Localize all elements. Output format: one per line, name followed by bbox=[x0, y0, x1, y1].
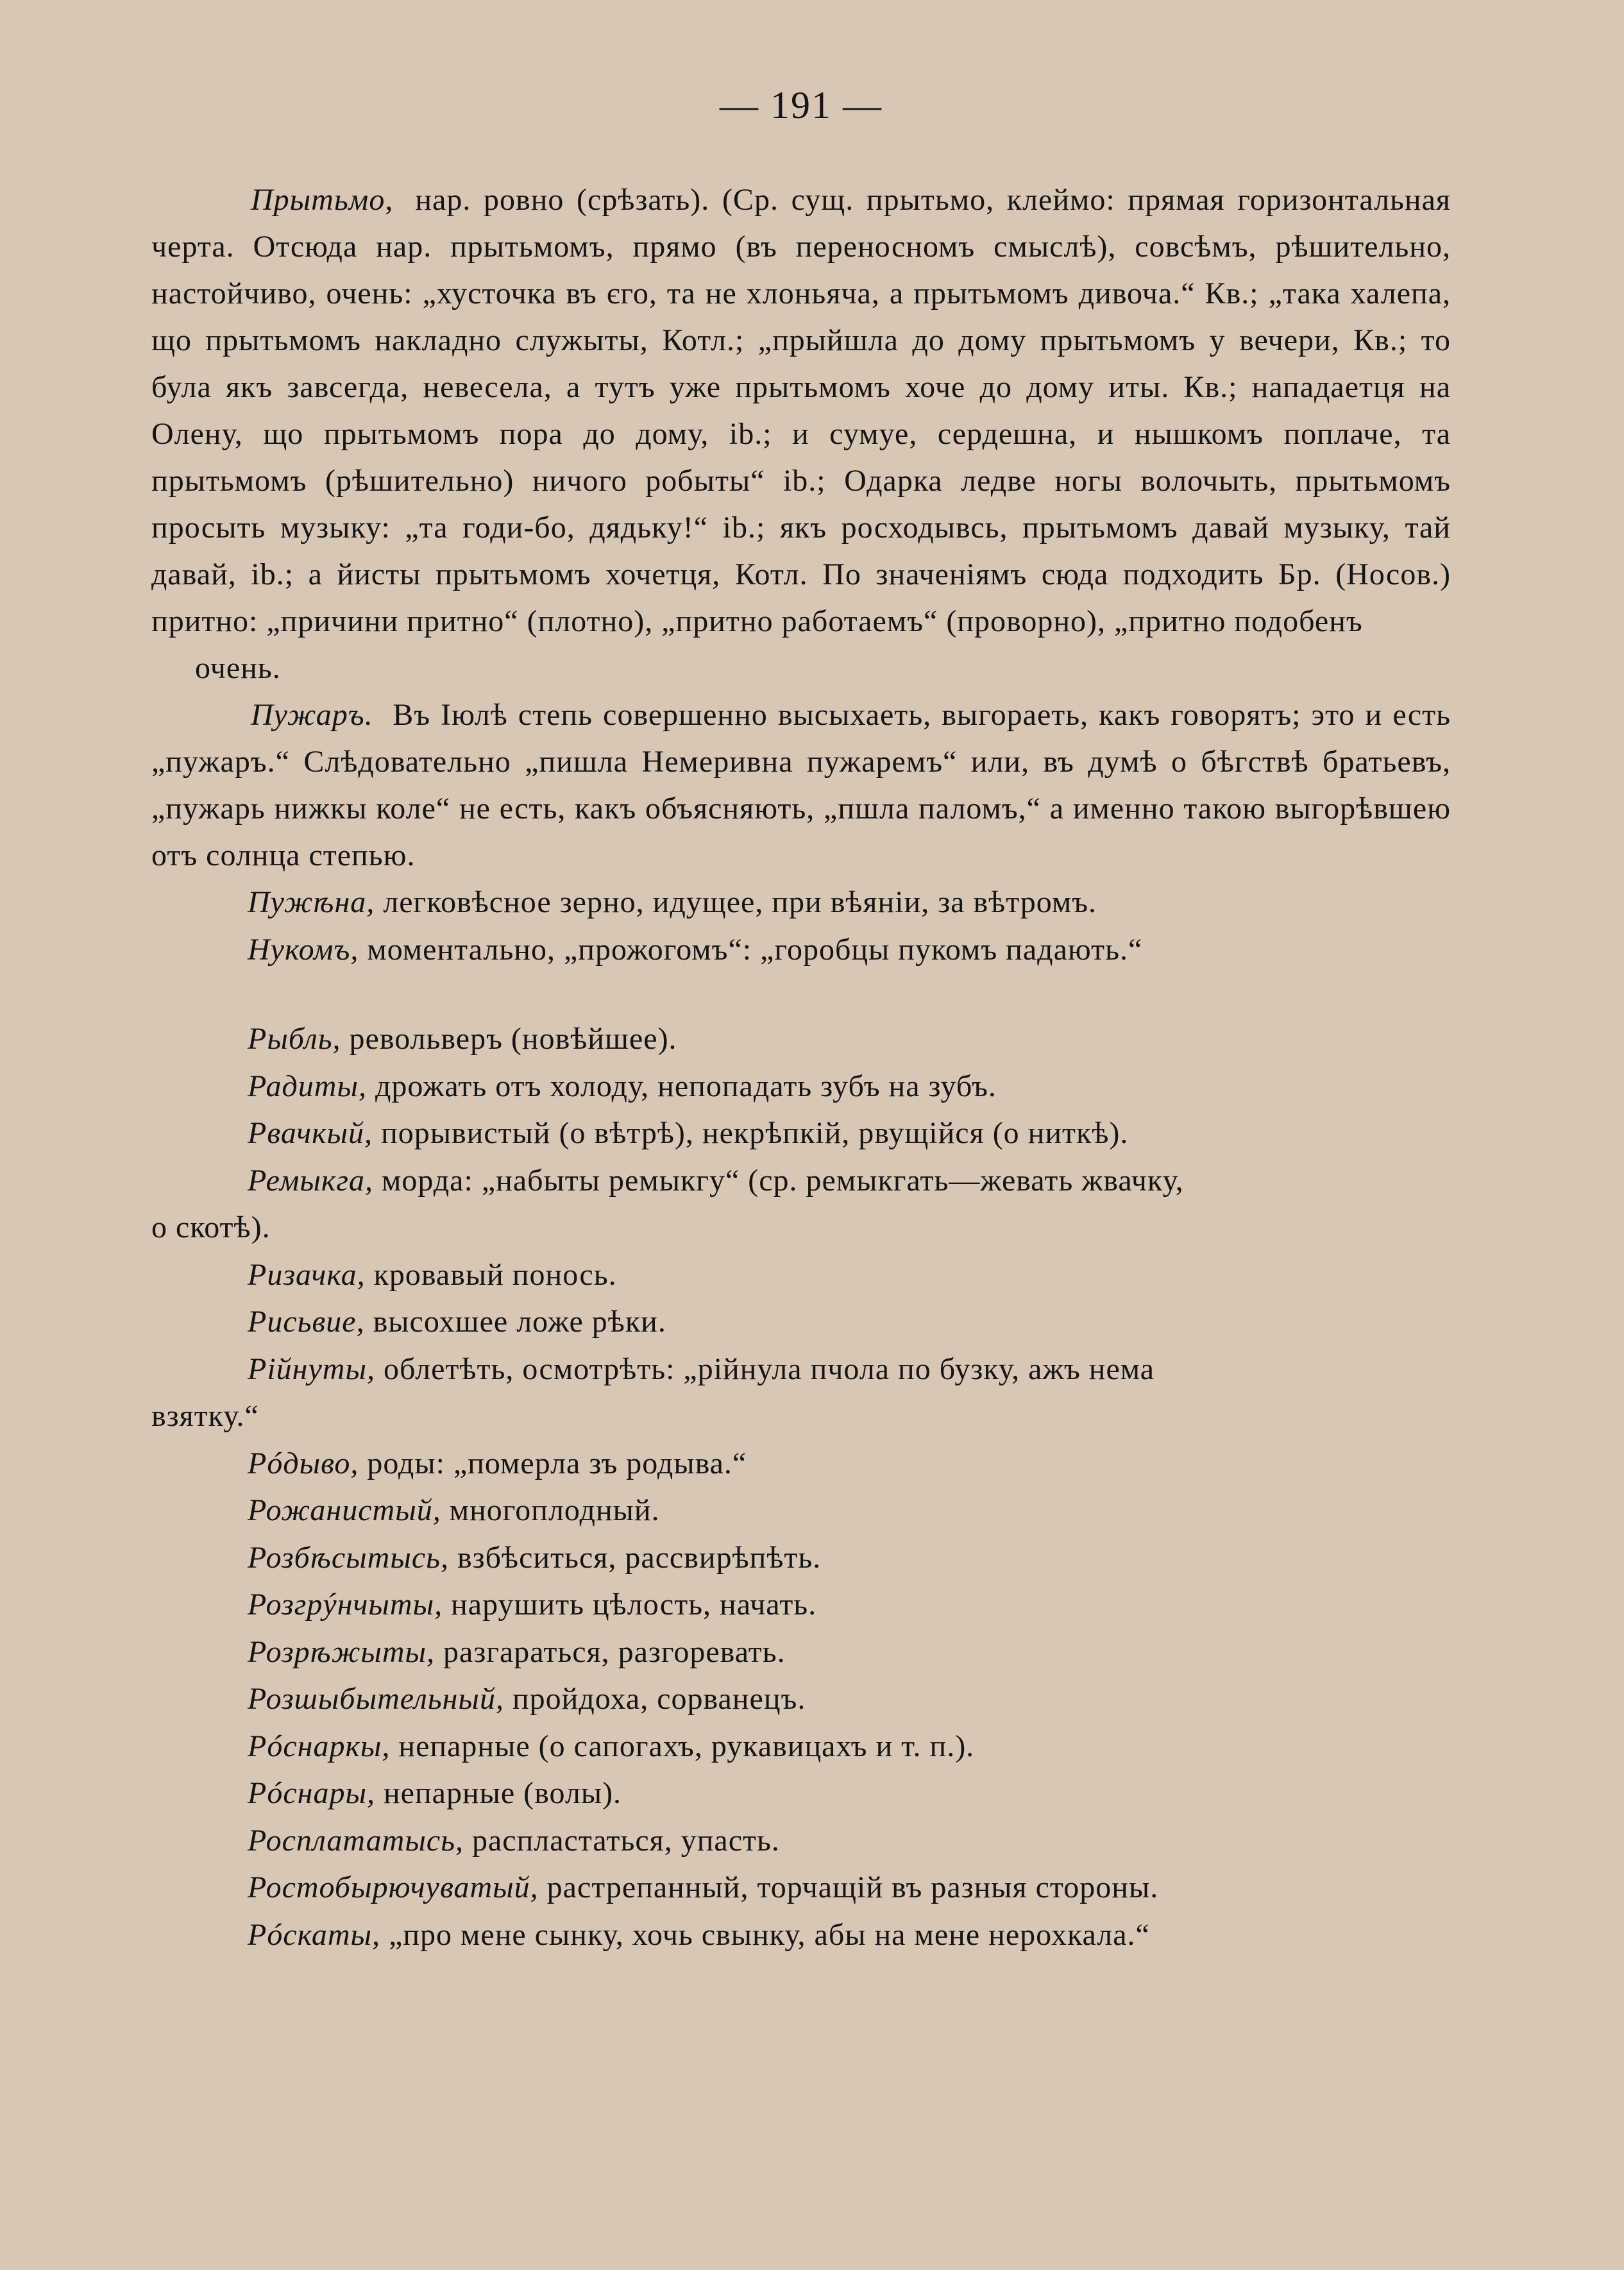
entry bbox=[151, 1110, 1451, 1157]
definition: „про мене сынку, хочь свынку, абы на мене нерохкала.“ bbox=[389, 1917, 1150, 1952]
entry bbox=[151, 1251, 1451, 1299]
definition: нар. ровно (срѣзать). (Ср. сущ. прытьмо, клеймо: прямая горизонтальная черта. Отсюда нар. прытьмомъ, прямо (въ переносномъ смыслѣ), совсѣмъ, рѣшительно, настойчиво, очень: „хусточка въ єго, та не хлоньяча, а прытьмомъ дивоча.“ Кв.; „така халепа, що прытьмомъ накладно служыты, Котл.; „прыйшла до дому прытьмомъ у вечери, Кв.; то була якъ завсегда, невесела, а тутъ уже прытьмомъ хоче до дому иты. Кв.; нападаетця на Олену, що прытьмомъ пора до дому, ib.; и сумуе, сердешна, и нышкомъ поплаче, та прытьмомъ (рѣшительно) ничого робыты“ ib.; Одарка ледве ногы волочыть, прытьмомъ просыть музыку: „та годи-бо, дядьку!“ ib.; якъ росходывсь, прытьмомъ давай музыку, тай давай, ib.; а йисты прытьмомъ хочетця, Котл. По значеніямъ сюда подходить Бр. (Носов.) притно: „причини притно“ (плотно), „притно работаемъ“ (проворно), „притно подобенъ bbox=[151, 183, 1451, 638]
definition: роды: „померла зъ родыва.“ bbox=[367, 1446, 747, 1480]
headword: Рійнуты, bbox=[248, 1351, 375, 1386]
definition: растрепанный, торчащій въ разныя стороны. bbox=[546, 1870, 1159, 1904]
entry bbox=[151, 1770, 1451, 1817]
entry bbox=[151, 1911, 1451, 1959]
headword: Рóскаты, bbox=[248, 1917, 381, 1952]
entry bbox=[151, 1063, 1451, 1110]
entry bbox=[151, 1675, 1451, 1723]
entry bbox=[151, 1487, 1451, 1534]
headword: Росплататысь, bbox=[248, 1823, 464, 1858]
definition-tail: очень. bbox=[195, 651, 281, 685]
entry-pukom bbox=[151, 926, 1451, 974]
definition: револьверъ (новѣйшее). bbox=[349, 1022, 677, 1056]
headword: Радиты, bbox=[248, 1069, 367, 1103]
headword: Ризачка, bbox=[248, 1257, 366, 1292]
entry-prytmo bbox=[151, 176, 1451, 691]
entry bbox=[151, 1298, 1451, 1346]
headword: Розшыбытельный, bbox=[248, 1682, 504, 1716]
entry bbox=[151, 1723, 1451, 1770]
definition: распластаться, упасть. bbox=[471, 1823, 780, 1858]
entry-puzhena bbox=[151, 879, 1451, 926]
headword: Рóснаркы, bbox=[248, 1729, 391, 1763]
headword: Розрѣжыты, bbox=[248, 1634, 436, 1669]
document-page bbox=[151, 83, 1451, 1958]
headword: Прытьмо, bbox=[251, 183, 394, 217]
headword: Розбѣсытысь, bbox=[248, 1540, 449, 1575]
headword: Ремыкга, bbox=[248, 1163, 374, 1198]
entry-puzhar bbox=[151, 691, 1451, 879]
definition: дрожать отъ холоду, непопадать зубъ на зубъ. bbox=[375, 1069, 997, 1103]
entry bbox=[151, 1864, 1451, 1911]
headword: Розгрýнчыты, bbox=[248, 1588, 443, 1622]
definition: порывистый (о вѣтрѣ), некрѣпкій, рвущійся (о ниткѣ). bbox=[381, 1116, 1129, 1150]
headword: Рóдыво, bbox=[248, 1446, 359, 1480]
definition: Въ Іюлѣ степь совершенно высыхаеть, выгораеть, какъ говорятъ; это и есть „пужаръ.“ Слѣдовательно „пишла Немеривна пужаремъ“ или, въ думѣ о бѣгствѣ братьевъ, „пужарь нижкы коле“ не есть, какъ объясняють, „пшла паломъ,“ а именно такою выгорѣвшею отъ солнца степью. bbox=[151, 698, 1451, 872]
entry bbox=[151, 1015, 1451, 1063]
headword: Пужѣна, bbox=[248, 885, 375, 919]
definition: непарные (о сапогахъ, рукавицахъ и т. п.). bbox=[398, 1729, 975, 1763]
definition: моментально, „прожогомъ“: „горобцы пукомъ падають.“ bbox=[367, 932, 1143, 967]
headword: Рожанистый, bbox=[248, 1493, 441, 1527]
definition: морда: „набыты ремыкгу“ (ср. ремыкгать—жевать жвачку, bbox=[382, 1163, 1184, 1198]
headword: Нукомъ, bbox=[248, 932, 359, 967]
entry bbox=[151, 1581, 1451, 1629]
entry bbox=[151, 1534, 1451, 1582]
definition-tail: взятку.“ bbox=[151, 1399, 259, 1433]
definition: легковѣсное зерно, идущее, при вѣяніи, за вѣтромъ. bbox=[383, 885, 1097, 919]
headword: Рóснары, bbox=[248, 1776, 375, 1810]
headword: Рвачкый, bbox=[248, 1116, 373, 1150]
page-number: — 191 — bbox=[720, 84, 883, 126]
entry bbox=[151, 1629, 1451, 1676]
definition: взбѣситься, рассвирѣпѣть. bbox=[457, 1540, 822, 1575]
headword: Ростобырючуватый, bbox=[248, 1870, 539, 1904]
entry bbox=[151, 1346, 1451, 1440]
definition: кровавый понось. bbox=[373, 1257, 617, 1292]
definition-tail: о скотѣ). bbox=[151, 1210, 271, 1244]
definition: непарные (волы). bbox=[383, 1776, 622, 1810]
section-gap bbox=[151, 973, 1451, 1015]
definition: облетѣть, осмотрѣть: „рійнула пчола по бузку, ажъ нема bbox=[383, 1351, 1155, 1386]
headword: Рисьвие, bbox=[248, 1305, 365, 1339]
definition: высохшее ложе рѣки. bbox=[373, 1305, 666, 1339]
headword: Рыбль, bbox=[248, 1022, 341, 1056]
entry bbox=[151, 1817, 1451, 1865]
definition: нарушить цѣлость, начать. bbox=[451, 1588, 817, 1622]
headword: Пужаръ. bbox=[251, 698, 373, 732]
entry bbox=[151, 1440, 1451, 1487]
definition: многоплодный. bbox=[449, 1493, 660, 1527]
definition: разгараться, разгоревать. bbox=[443, 1634, 786, 1669]
entry bbox=[151, 1157, 1451, 1251]
definition: пройдоха, сорванецъ. bbox=[512, 1682, 806, 1716]
